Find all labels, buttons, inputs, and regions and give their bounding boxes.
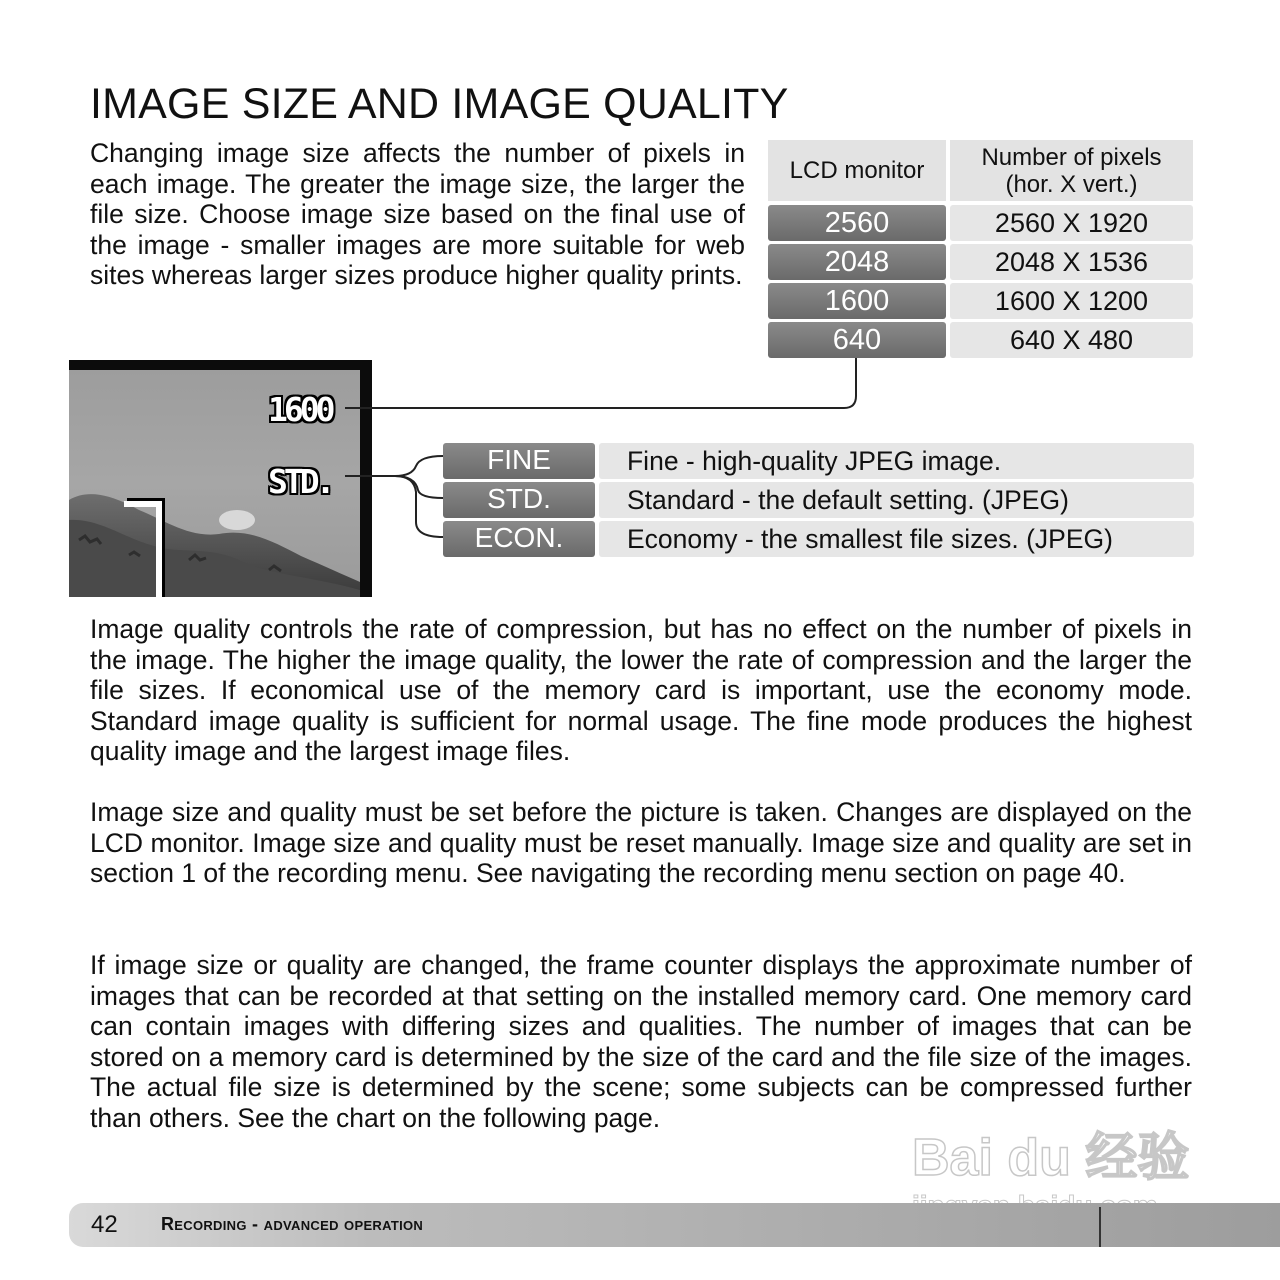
quality-row [443, 443, 1194, 479]
section-title: Recording - advanced operation [161, 1214, 424, 1234]
page-footer [69, 1203, 1280, 1247]
lcd-monitor-illustration [69, 360, 372, 597]
size-badge: 2560 [768, 205, 946, 241]
size-pixels: 640 X 480 [950, 322, 1193, 358]
body-paragraph: Image size and quality must be set before the picture is taken. Changes are displayed on the LCD monitor. Image size and quality must be reset manually. Image size and quality are set in section 1 of the recording menu. See navigating the recording menu section on page 40. [90, 797, 1192, 888]
quality-callout-line [395, 476, 443, 537]
size-row [768, 322, 1193, 358]
quality-badge: ECON. [443, 521, 595, 557]
size-pixels: 2560 X 1920 [950, 205, 1193, 241]
body-paragraph: Image quality controls the rate of compression, but has no effect on the number of pixels in the image. The higher the image quality, the lower the rate of compression and the larger the file sizes. If economical use of the memory card is important, use the economy mode. Standard image quality is sufficient for normal usage. The fine mode produces the highest quality image and the largest image files. [90, 614, 1192, 766]
quality-description: Standard - the default setting. (JPEG) [599, 482, 1194, 518]
size-callout-line [345, 358, 856, 408]
size-badge: 640 [768, 322, 946, 358]
page-number: 42 [91, 1211, 118, 1238]
focus-frame-bracket [124, 501, 162, 597]
quality-description: Fine - high-quality JPEG image. [599, 443, 1194, 479]
size-row [768, 205, 1193, 241]
footer-divider [1099, 1207, 1101, 1247]
quality-row [443, 482, 1194, 518]
size-row [768, 283, 1193, 319]
header-lcd-monitor: LCD monitor [768, 140, 946, 201]
quality-row [443, 521, 1194, 557]
size-badge: 1600 [768, 283, 946, 319]
watermark-brand: Bai du 经验 [912, 1129, 1190, 1187]
size-badge: 2048 [768, 244, 946, 280]
size-pixels: 2048 X 1536 [950, 244, 1193, 280]
intro-paragraph: Changing image size affects the number of pixels in each image. The greater the image size, the larger the file size. Choose image size based on the final use of the image - smaller images are more suitable for web sites whereas larger sizes produce higher quality prints. [90, 138, 745, 290]
quality-badge: STD. [443, 482, 595, 518]
body-paragraph: If image size or quality are changed, the frame counter displays the approximate number of images that can be recorded at that setting on the installed memory card. One memory card can contain images with differing sizes and qualities. The number of images that can be stored on a memory card is determined by the size of the card and the file size of the images. The actual file size is determined by the scene; some subjects can be compressed further than others. See the chart on the following page. [90, 950, 1192, 1133]
lcd-screen [69, 370, 360, 597]
lcd-quality-indicator: STD. [268, 462, 332, 501]
quality-callout-line [395, 476, 443, 498]
lcd-size-indicator: 1600 [268, 390, 332, 429]
quality-badge: FINE [443, 443, 595, 479]
quality-description: Economy - the smallest file sizes. (JPEG) [599, 521, 1194, 557]
size-pixels: 1600 X 1200 [950, 283, 1193, 319]
page-title: IMAGE SIZE AND IMAGE QUALITY [90, 80, 789, 128]
header-number-of-pixels: Number of pixels (hor. X vert.) [950, 140, 1193, 201]
size-row [768, 244, 1193, 280]
